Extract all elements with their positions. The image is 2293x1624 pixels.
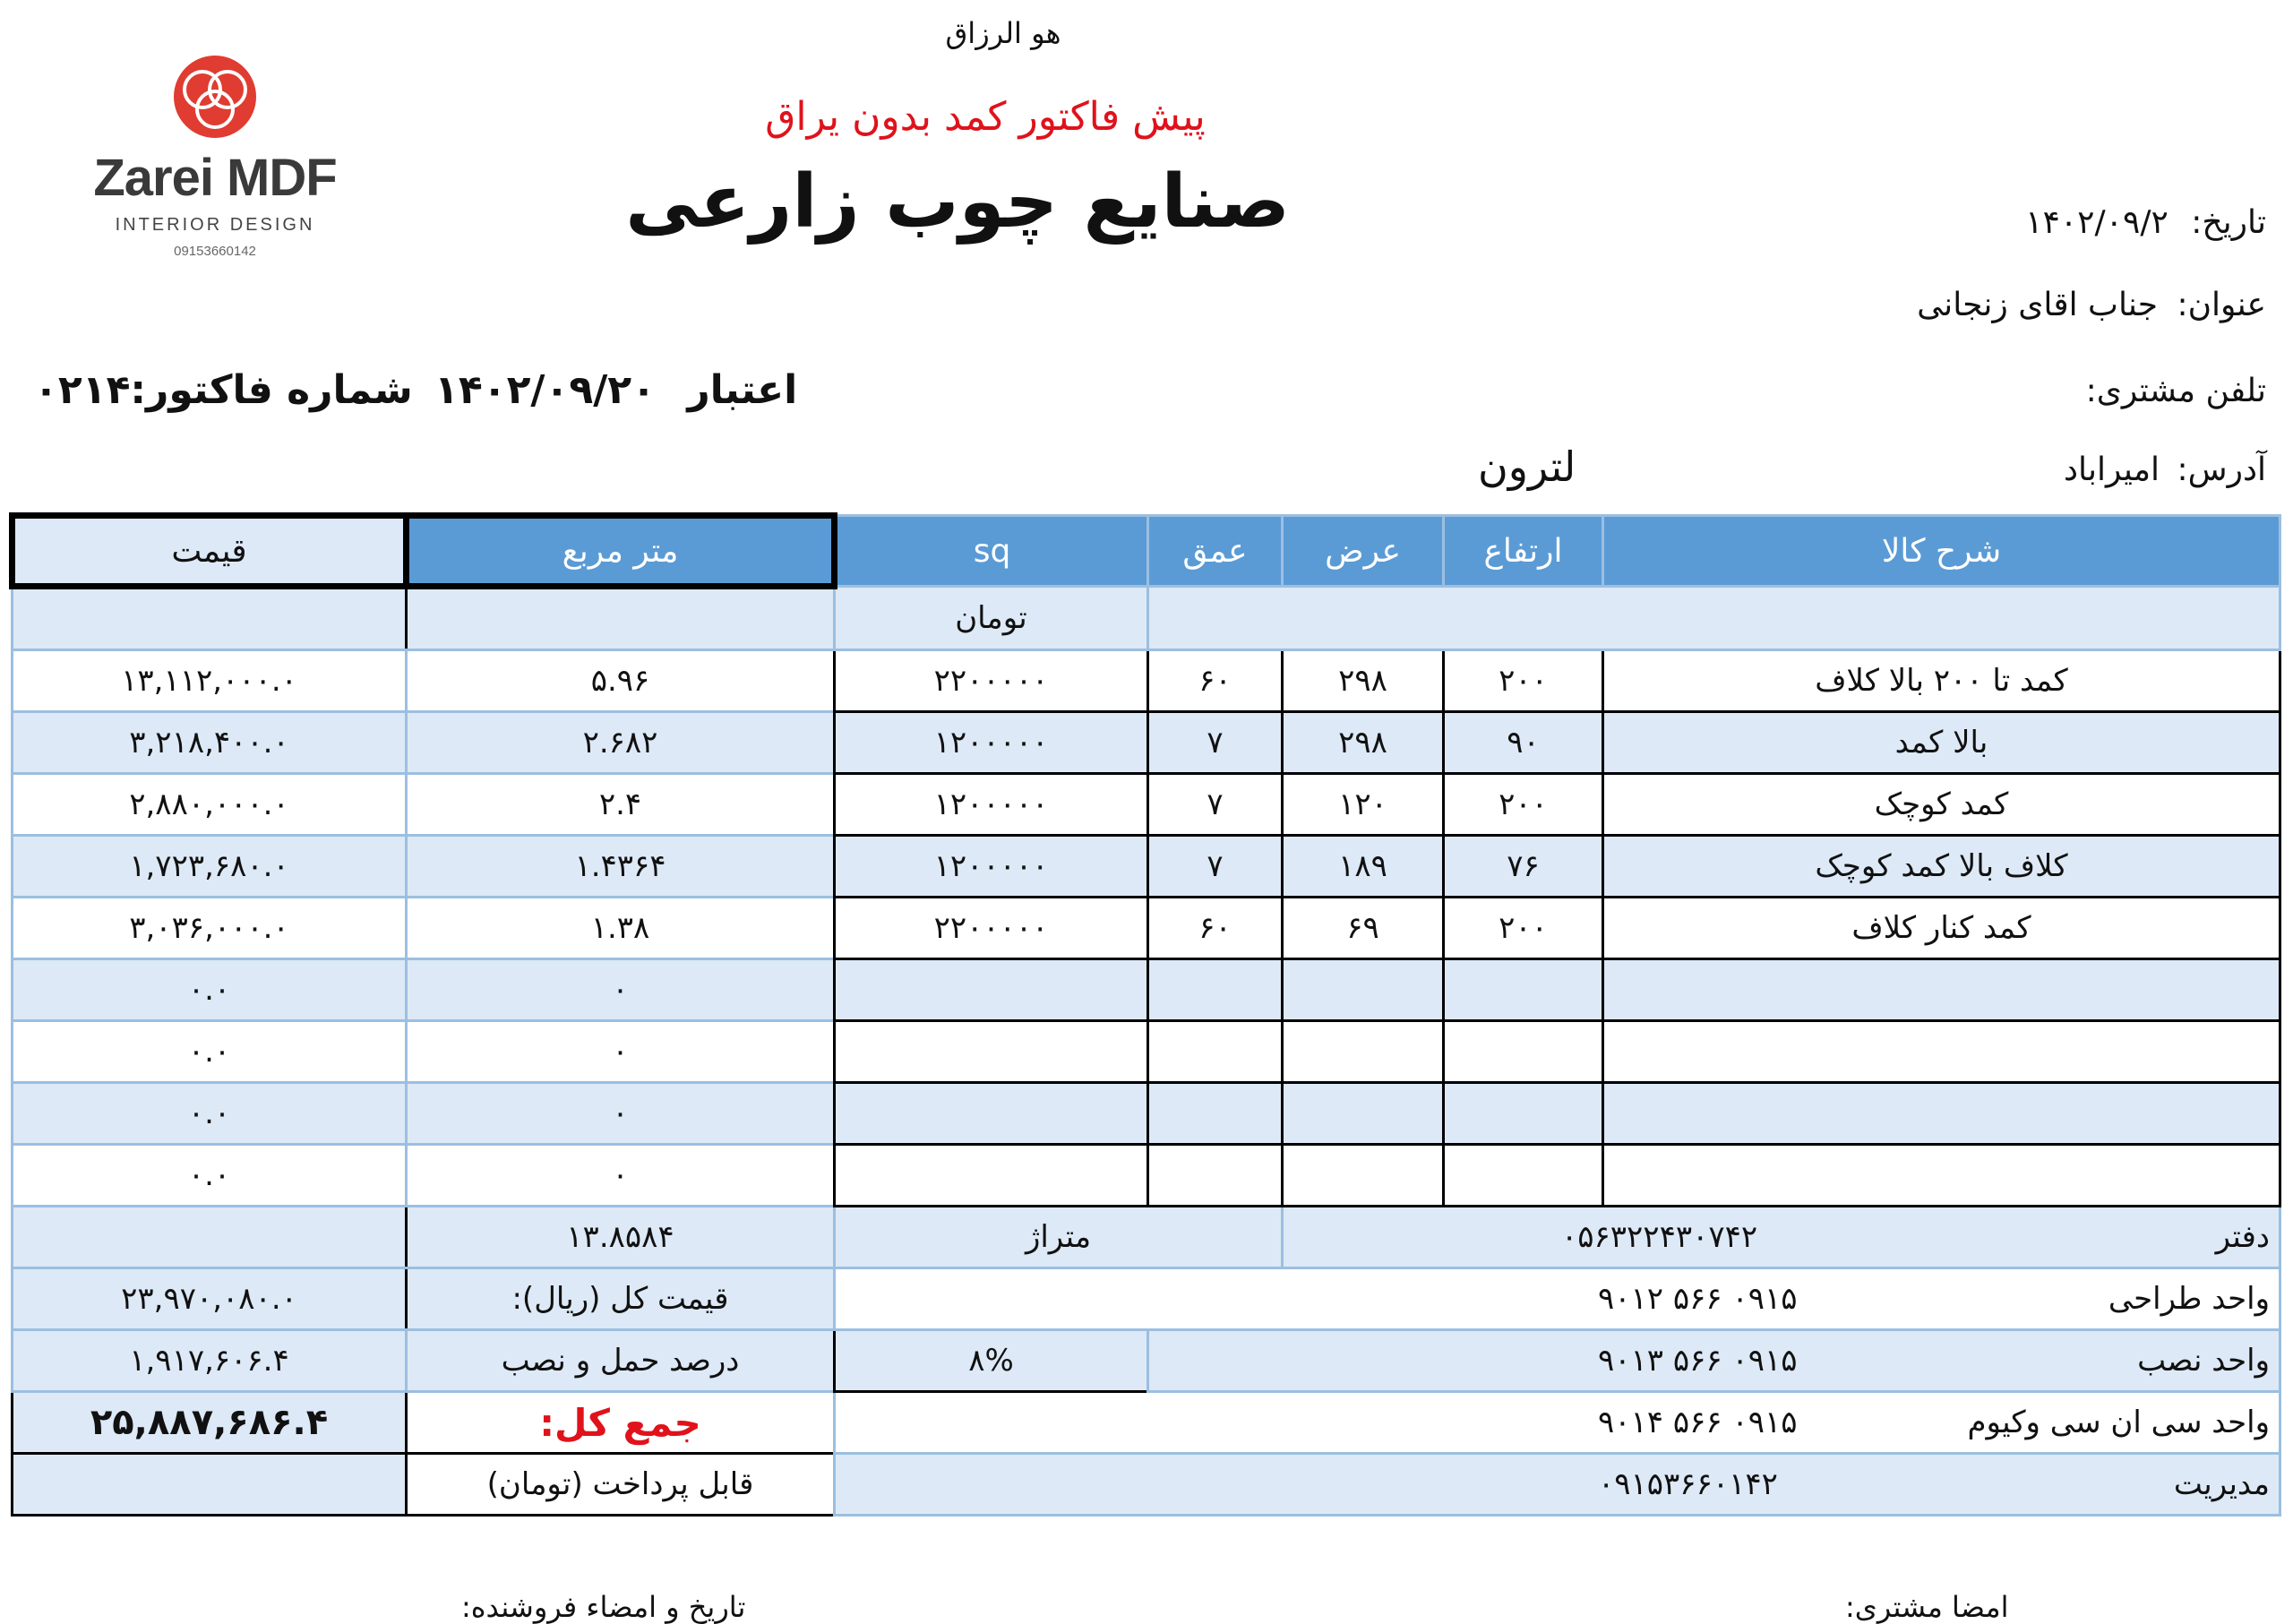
title-label: عنوان: [2177, 287, 2266, 323]
office-label: دفتر [2215, 1219, 2270, 1255]
item-price: ۳,۰۳۶,۰۰۰.۰ [13, 898, 407, 959]
grand-total-value: ۲۵,۸۸۷,۶۸۶.۴ [13, 1392, 407, 1454]
item-price: ۲,۸۸۰,۰۰۰.۰ [13, 774, 407, 836]
item-width: ۲۹۸ [1283, 712, 1444, 774]
table-row [13, 959, 2280, 1021]
invoice-number-label: شماره فاکتور: [130, 367, 413, 413]
item-width [1283, 1145, 1444, 1207]
item-height: ۲۰۰ [1444, 898, 1603, 959]
item-width [1283, 1083, 1444, 1145]
item-width: ۶۹ [1283, 898, 1444, 959]
item-price: ۰.۰ [13, 1021, 407, 1083]
table-row [13, 1083, 2280, 1145]
payable-label: قابل پرداخت (تومان) [407, 1454, 835, 1516]
item-height: ۲۰۰ [1444, 774, 1603, 836]
item-depth [1148, 1021, 1283, 1083]
table-row [13, 1021, 2280, 1083]
logo-mark-icon [63, 54, 367, 152]
item-m2: ۰ [407, 1145, 835, 1207]
item-m2: ۰ [407, 1083, 835, 1145]
item-sq: ۲۲۰۰۰۰۰ [835, 898, 1148, 959]
item-depth: ۷ [1148, 774, 1283, 836]
item-sq: ۱۲۰۰۰۰۰ [835, 836, 1148, 898]
design-label: واحد طراحی [2108, 1281, 2270, 1317]
title-value: جناب اقای زنجانی [1917, 287, 2159, 323]
item-width: ۱۲۰ [1283, 774, 1444, 836]
col-width-header: عرض [1283, 516, 1444, 587]
item-description: کمد کنار کلاف [1603, 898, 2280, 959]
address-row [2064, 451, 2266, 488]
item-description [1603, 1083, 2280, 1145]
transport-label: درصد حمل و نصب [407, 1330, 835, 1392]
manager-value: ۰۹۱۵۳۶۶۰۱۴۲ [1598, 1466, 1778, 1502]
item-price: ۰.۰ [13, 959, 407, 1021]
item-sq: ۲۲۰۰۰۰۰ [835, 650, 1148, 712]
table-row [13, 1145, 2280, 1207]
total-rial-label: قیمت کل (ریال): [407, 1268, 835, 1330]
item-description [1603, 1145, 2280, 1207]
logo-brand: Zarei MDF [93, 149, 337, 207]
col-m2-header: متر مربع [407, 516, 835, 587]
customer-phone-row [2086, 373, 2266, 409]
date-value: ۱۴۰۲/۰۹/۲ [2025, 204, 2168, 241]
footer-design-row [13, 1268, 2280, 1330]
item-price: ۱,۷۲۳,۶۸۰.۰ [13, 836, 407, 898]
item-depth: ۶۰ [1148, 650, 1283, 712]
item-price: ۱۳,۱۱۲,۰۰۰.۰ [13, 650, 407, 712]
item-width: ۱۸۹ [1283, 836, 1444, 898]
install-percent: ۸% [835, 1330, 1148, 1392]
item-description: کلاف بالا کمد کوچک [1603, 836, 2280, 898]
item-sq [835, 1021, 1148, 1083]
item-m2: ۰ [407, 959, 835, 1021]
company-logo [63, 54, 367, 322]
table-row [13, 774, 2280, 836]
item-m2: ۱.۴۳۶۴ [407, 836, 835, 898]
invoice-number-row [34, 367, 413, 413]
item-sq: ۱۲۰۰۰۰۰ [835, 774, 1148, 836]
col-depth-header: عمق [1148, 516, 1283, 587]
logo-phone: 09153660142 [174, 244, 256, 259]
table-row [13, 836, 2280, 898]
unit-row [13, 587, 2280, 650]
item-height: ۷۶ [1444, 836, 1603, 898]
item-width [1283, 959, 1444, 1021]
metrage-label: متراژ [835, 1207, 1283, 1268]
item-depth [1148, 1145, 1283, 1207]
item-description: کمد تا ۲۰۰ بالا کلاف [1603, 650, 2280, 712]
company-name: صنایع چوب زارعی [625, 159, 1290, 245]
item-m2: ۲.۴ [407, 774, 835, 836]
col-height-header: ارتفاع [1444, 516, 1603, 587]
col-description-header: شرح کالا [1603, 516, 2280, 587]
office-value: ۰۵۶۳۲۲۴۳۰۷۴۲ [1561, 1219, 1758, 1255]
item-price: ۳,۲۱۸,۴۰۰.۰ [13, 712, 407, 774]
item-depth: ۷ [1148, 712, 1283, 774]
item-price: ۰.۰ [13, 1145, 407, 1207]
table-row [13, 898, 2280, 959]
item-height [1444, 959, 1603, 1021]
item-height: ۹۰ [1444, 712, 1603, 774]
item-depth: ۶۰ [1148, 898, 1283, 959]
item-description: کمد کوچک [1603, 774, 2280, 836]
invoice-table [9, 512, 2281, 1517]
logo-subtitle: INTERIOR DESIGN [115, 215, 315, 235]
address-extra: لترون [1478, 443, 1576, 491]
item-width: ۲۹۸ [1283, 650, 1444, 712]
item-price: ۰.۰ [13, 1083, 407, 1145]
table-row [13, 650, 2280, 712]
col-price-header: قیمت [13, 516, 407, 587]
table-row [13, 712, 2280, 774]
item-sq [835, 1145, 1148, 1207]
item-m2: ۵.۹۶ [407, 650, 835, 712]
item-sq: ۱۲۰۰۰۰۰ [835, 712, 1148, 774]
cnc-label: واحد سی ان سی وکیوم [1967, 1405, 2270, 1440]
address-value: امیراباد [2064, 451, 2160, 488]
customer-phone-label: تلفن مشتری: [2085, 373, 2266, 409]
unit-label: تومان [835, 587, 1148, 650]
item-description [1603, 959, 2280, 1021]
install-label: واحد نصب [2137, 1343, 2270, 1379]
transport-value: ۱,۹۱۷,۶۰۶.۴ [13, 1330, 407, 1392]
footer-install-row [13, 1330, 2280, 1392]
address-label: آدرس: [2177, 451, 2266, 488]
install-value: ۰۹۱۵ ۵۶۶ ۹۰۱۳ [1598, 1343, 1798, 1379]
footer-manager-row [13, 1454, 2280, 1516]
validity-row [434, 367, 797, 413]
title-row [1917, 287, 2266, 323]
item-depth [1148, 959, 1283, 1021]
item-height: ۲۰۰ [1444, 650, 1603, 712]
item-height [1444, 1145, 1603, 1207]
item-depth [1148, 1083, 1283, 1145]
date-label: تاریخ: [2191, 204, 2266, 241]
item-sq [835, 1083, 1148, 1145]
item-description: بالا کمد [1603, 712, 2280, 774]
item-m2: ۰ [407, 1021, 835, 1083]
item-sq [835, 959, 1148, 1021]
validity-label: اعتبار [687, 367, 798, 413]
item-height [1444, 1021, 1603, 1083]
grand-total-label: جمع کل: [407, 1392, 835, 1454]
item-width [1283, 1021, 1444, 1083]
col-sq-header: sq [835, 516, 1148, 587]
design-value: ۰۹۱۵ ۵۶۶ ۹۰۱۲ [1598, 1281, 1798, 1317]
manager-label: مدیریت [2173, 1466, 2270, 1502]
date-row [2025, 204, 2266, 241]
total-rial-value: ۲۳,۹۷۰,۰۸۰.۰ [13, 1268, 407, 1330]
item-height [1444, 1083, 1603, 1145]
footer-office-row [13, 1207, 2280, 1268]
item-m2: ۲.۶۸۲ [407, 712, 835, 774]
customer-signature-label: امضا مشتری: [1845, 1590, 2009, 1624]
motto: هو الرزاق [945, 16, 1061, 50]
invoice-subtitle: پیش فاکتور کمد بدون یراق [765, 94, 1206, 140]
item-m2: ۱.۳۸ [407, 898, 835, 959]
cnc-value: ۰۹۱۵ ۵۶۶ ۹۰۱۴ [1598, 1405, 1798, 1440]
seller-signature-label: تاریخ و امضاء فروشنده: [461, 1590, 746, 1624]
item-depth: ۷ [1148, 836, 1283, 898]
item-description [1603, 1021, 2280, 1083]
table-header-row [13, 516, 2280, 587]
footer-cnc-row [13, 1392, 2280, 1454]
invoice-number-value: ۰۲۱۴ [34, 367, 131, 413]
validity-value: ۱۴۰۲/۰۹/۲۰ [434, 367, 656, 413]
metrage-value: ۱۳.۸۵۸۴ [407, 1207, 835, 1268]
